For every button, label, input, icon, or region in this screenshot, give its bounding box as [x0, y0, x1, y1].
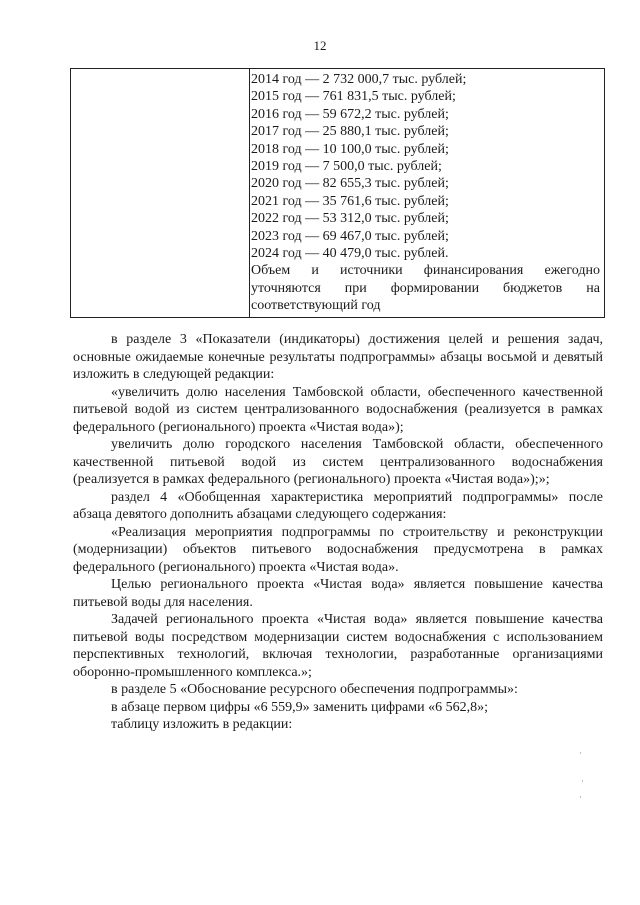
funding-year-line: 2015 год — 761 831,5 тыс. рублей; — [251, 89, 456, 105]
paragraph-table-intro: таблицу изложить в редакции: — [111, 717, 293, 732]
paragraph-project-task: Задачей регионального проекта «Чистая вода» является повышение качества питьевой воды посредством модернизации систем водоснабжения с использованием перспективных технологий, включая технологии, разработанные организациями оборонно-промышленного комплекса.»; — [73, 612, 603, 680]
funding-table-label-cell — [71, 69, 250, 317]
funding-year-line: 2017 год — 25 880,1 тыс. рублей; — [251, 124, 449, 140]
paragraph-section5-intro: в разделе 5 «Обоснование ресурсного обеспечения подпрограммы»: — [111, 682, 518, 697]
funding-year-line: 2023 год — 69 467,0 тыс. рублей; — [251, 228, 449, 244]
paragraph-indicator-2: увеличить долю городского населения Тамбовской области, обеспеченного качественной питьевой водой из систем централизованного водоснабжения (реализуется в рамках федерального (регионального) проекта «Чистая вода»);»; — [73, 437, 603, 487]
funding-table-value-cell — [251, 71, 600, 315]
paragraph-measure: «Реализация мероприятия подпрограммы по строительству и реконструкции (модернизации) объектов питьевого водоснабжения предусмотрена в рамках федерального (регионального) проекта «Чистая вода». — [73, 524, 603, 575]
funding-year-line: 2021 год — 35 761,6 тыс. рублей; — [251, 193, 449, 209]
funding-year-line: 2018 год — 10 100,0 тыс. рублей; — [251, 141, 449, 157]
scan-mark: · — [581, 776, 584, 786]
scan-mark: · — [579, 748, 582, 758]
paragraph-section3-intro: в разделе 3 «Показатели (индикаторы) достижения целей и решения задач, основные ожидаемые конечные результаты подпрограммы» абзацы восьмой и девятый изложить в следующей редакции: — [73, 332, 603, 382]
funding-note: Объем и источники финансирования ежегодно уточняются при формировании бюджетов на соответствующий год — [251, 263, 600, 314]
paragraph-section4-intro: раздел 4 «Обобщенная характеристика мероприятий подпрограммы» после абзаца девятого дополнить абзацами следующего содержания: — [73, 489, 603, 522]
funding-year-line: 2020 год — 82 655,3 тыс. рублей; — [251, 176, 449, 192]
paragraph-indicator-1: «увеличить долю населения Тамбовской области, обеспеченного качественной питьевой водой из систем централизованного водоснабжения (реализуется в рамках федерального (регионального) проекта «Чистая вода»); — [73, 384, 603, 435]
funding-table — [70, 68, 605, 318]
scan-mark: · — [579, 792, 582, 802]
funding-year-line: 2019 год — 7 500,0 тыс. рублей; — [251, 159, 442, 175]
page-number: 12 — [313, 38, 327, 53]
funding-year-line: 2022 год — 53 312,0 тыс. рублей; — [251, 211, 449, 227]
paragraph-figures-change: в абзаце первом цифры «6 559,9» заменить цифрами «6 562,8»; — [111, 699, 488, 715]
funding-year-line: 2014 год — 2 732 000,7 тыс. рублей; — [251, 72, 467, 87]
funding-year-line: 2016 год — 59 672,2 тыс. рублей; — [251, 106, 449, 122]
paragraph-project-goal: Целью регионального проекта «Чистая вода» является повышение качества питьевой воды для населения. — [73, 577, 603, 610]
document-body — [73, 331, 603, 734]
funding-year-line: 2024 год — 40 479,0 тыс. рублей. — [251, 246, 449, 262]
